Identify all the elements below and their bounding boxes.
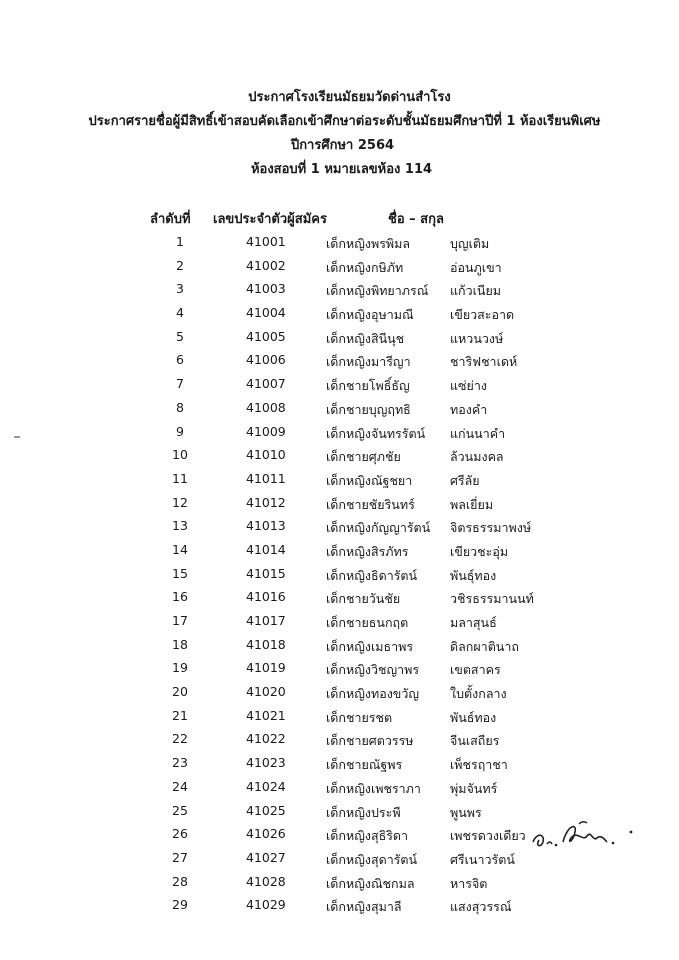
- signature: [527, 812, 637, 856]
- column-header-index: ลำดับที่: [150, 212, 191, 227]
- row-index: 13: [172, 518, 188, 534]
- row-applicant-id: 41013: [246, 518, 286, 534]
- scan-mark: [14, 436, 20, 438]
- row-last-name: จิตรธรรมาพงษ์: [450, 520, 532, 536]
- row-applicant-id: 41004: [246, 305, 286, 321]
- row-index: 19: [172, 660, 188, 676]
- table-row: [0, 637, 679, 661]
- table-row: [0, 613, 679, 637]
- table-row: [0, 447, 679, 471]
- row-first-name: เด็กชายชัยรินทร์: [326, 496, 415, 512]
- row-index: 27: [172, 849, 188, 865]
- row-first-name: เด็กหญิงพิทยาภรณ์: [326, 283, 429, 299]
- row-index: 20: [172, 684, 188, 700]
- row-last-name: พลเยี่ยม: [450, 496, 494, 512]
- table-row: [0, 495, 679, 519]
- row-index: 11: [172, 470, 188, 486]
- row-applicant-id: 41006: [246, 352, 286, 368]
- row-first-name: เด็กหญิงจันทรรัตน์: [326, 425, 426, 441]
- row-applicant-id: 41026: [246, 826, 286, 842]
- row-last-name: ศรีเนาวรัตน์: [450, 851, 515, 867]
- row-index: 24: [172, 778, 188, 794]
- row-applicant-id: 41007: [246, 376, 286, 392]
- row-applicant-id: 41028: [246, 873, 286, 889]
- row-first-name: เด็กหญิงสุมาลี: [326, 899, 402, 915]
- row-applicant-id: 41011: [246, 470, 286, 486]
- academic-year: ปีการศึกษา 2564: [290, 138, 395, 153]
- row-first-name: เด็กหญิงณัฐชยา: [326, 472, 413, 488]
- row-index: 3: [176, 281, 184, 297]
- school-title: ประกาศโรงเรียนมัธยมวัดด่านสำโรง: [248, 90, 451, 105]
- row-last-name: ศรีลัย: [450, 472, 480, 488]
- row-applicant-id: 41019: [246, 660, 286, 676]
- row-last-name: พันธุ์ทอง: [450, 567, 497, 583]
- table-row: [0, 731, 679, 755]
- row-first-name: เด็กหญิงสินีนุช: [326, 330, 405, 346]
- row-index: 16: [172, 589, 188, 605]
- table-row: [0, 281, 679, 305]
- table-row: [0, 234, 679, 258]
- row-last-name: ดิลกผาตินาถ: [450, 638, 519, 654]
- row-first-name: เด็กหญิงกษิภัท: [326, 259, 404, 275]
- row-first-name: เด็กหญิงเมธาพร: [326, 638, 414, 654]
- table-row: [0, 589, 679, 613]
- column-header-name: ชื่อ – สกุล: [388, 212, 444, 227]
- exam-room: ห้องสอบที่ 1 หมายเลขห้อง 114: [250, 162, 433, 177]
- row-applicant-id: 41024: [246, 778, 286, 794]
- row-first-name: เด็กชายศตวรรษ: [326, 733, 414, 749]
- row-last-name: หารจิต: [450, 875, 488, 891]
- row-first-name: เด็กชายบุญฤทธิ: [326, 401, 411, 417]
- row-applicant-id: 41009: [246, 423, 286, 439]
- row-first-name: เด็กหญิงสุธิริดา: [326, 828, 409, 844]
- row-applicant-id: 41018: [246, 636, 286, 652]
- row-index: 25: [172, 802, 188, 818]
- table-row: [0, 755, 679, 779]
- row-last-name: แสงสุวรรณ์: [450, 899, 512, 915]
- row-last-name: ชาริฟชาเดห์: [450, 354, 518, 370]
- row-index: 23: [172, 755, 188, 771]
- row-last-name: เพชรดวงเดียว: [450, 828, 526, 844]
- row-applicant-id: 41010: [246, 447, 286, 463]
- row-first-name: เด็กชายธนกฤต: [326, 615, 409, 630]
- row-first-name: เด็กชายศุภชัย: [326, 449, 401, 465]
- row-index: 15: [172, 565, 188, 581]
- row-index: 8: [176, 399, 184, 415]
- document-header: [0, 86, 679, 182]
- row-applicant-id: 41008: [246, 399, 286, 415]
- row-applicant-id: 41021: [246, 707, 286, 723]
- row-first-name: เด็กหญิงวิชญาพร: [326, 662, 420, 678]
- row-last-name: เขียวชะอุ่ม: [450, 543, 509, 559]
- row-applicant-id: 41027: [246, 849, 286, 865]
- table-row: [0, 708, 679, 732]
- row-last-name: มลาสุนธ์: [450, 615, 497, 630]
- row-index: 6: [176, 352, 184, 368]
- row-index: 28: [172, 873, 188, 889]
- row-last-name: บุญเติม: [450, 236, 490, 251]
- row-last-name: แก้วเนียม: [450, 283, 502, 299]
- row-last-name: พันธ์ทอง: [450, 709, 497, 725]
- table-row: [0, 329, 679, 353]
- row-last-name: ใบตั้งกลาง: [450, 686, 507, 702]
- table-row: [0, 424, 679, 448]
- row-last-name: แซ่ย่าง: [450, 378, 487, 394]
- table-row: [0, 897, 679, 921]
- row-index: 2: [176, 257, 184, 273]
- row-index: 9: [176, 423, 184, 439]
- row-applicant-id: 41020: [246, 684, 286, 700]
- row-applicant-id: 41023: [246, 755, 286, 771]
- row-applicant-id: 41014: [246, 541, 286, 557]
- row-index: 12: [172, 494, 188, 510]
- row-first-name: เด็กหญิงสิรภัทร: [326, 543, 409, 559]
- row-first-name: เด็กหญิงกัญญารัตน์: [326, 520, 431, 536]
- row-last-name: วชิรธรรมานนท์: [450, 591, 534, 607]
- row-first-name: เด็กหญิงประพี: [326, 804, 401, 820]
- row-index: 17: [172, 613, 188, 628]
- row-index: 14: [172, 541, 188, 557]
- row-last-name: ทองคำ: [450, 401, 488, 417]
- row-index: 7: [176, 376, 184, 392]
- table-row: [0, 779, 679, 803]
- row-first-name: เด็กชายรชต: [326, 709, 393, 725]
- row-index: 29: [172, 897, 188, 913]
- table-row: [0, 471, 679, 495]
- row-index: 21: [172, 707, 188, 723]
- table-row: [0, 542, 679, 566]
- row-applicant-id: 41001: [246, 234, 286, 249]
- row-last-name: แก่นนาคำ: [450, 425, 506, 441]
- row-index: 1: [176, 234, 184, 249]
- row-first-name: เด็กหญิงพรพิมล: [326, 236, 411, 251]
- row-first-name: เด็กหญิงมารีญา: [326, 354, 411, 370]
- announcement-title: ประกาศรายชื่อผู้มีสิทธิ์เข้าสอบคัดเลือกเข้าศึกษาต่อระดับชั้นมัธยมศึกษาปีที่ 1 ห้องเรียนพิเศษ: [88, 114, 601, 129]
- row-index: 26: [172, 826, 188, 842]
- row-index: 22: [172, 731, 188, 747]
- row-applicant-id: 41015: [246, 565, 286, 581]
- row-applicant-id: 41016: [246, 589, 286, 605]
- row-applicant-id: 41029: [246, 897, 286, 913]
- row-applicant-id: 41017: [246, 613, 286, 628]
- row-first-name: เด็กชายโพธิ์ธัญ: [326, 378, 410, 394]
- row-last-name: จีนเสถียร: [450, 733, 500, 749]
- row-applicant-id: 41025: [246, 802, 286, 818]
- row-index: 5: [176, 328, 184, 344]
- row-first-name: เด็กหญิงทองขวัญ: [326, 686, 420, 702]
- table-row: [0, 376, 679, 400]
- row-applicant-id: 41022: [246, 731, 286, 747]
- row-index: 4: [176, 305, 184, 321]
- table-row: [0, 660, 679, 684]
- row-last-name: เพ็ชรฤาชา: [450, 757, 508, 773]
- row-first-name: เด็กหญิงณิชกมล: [326, 875, 415, 891]
- row-last-name: แหวนวงษ์: [450, 330, 504, 346]
- row-first-name: เด็กหญิงสุดารัตน์: [326, 851, 418, 867]
- row-first-name: เด็กหญิงอุษามณี: [326, 307, 414, 323]
- table-row: [0, 305, 679, 329]
- row-last-name: เขตสาคร: [450, 662, 501, 678]
- row-first-name: เด็กหญิงธิดารัตน์: [326, 567, 418, 583]
- row-applicant-id: 41002: [246, 257, 286, 273]
- row-index: 18: [172, 636, 188, 652]
- table-row: [0, 352, 679, 376]
- row-applicant-id: 41005: [246, 328, 286, 344]
- row-first-name: เด็กชายวันชัย: [326, 591, 401, 607]
- row-last-name: เขียวสะอาด: [450, 307, 515, 323]
- row-applicant-id: 41003: [246, 281, 286, 297]
- column-header-applicant-id: เลขประจำตัวผู้สมัคร: [213, 212, 327, 227]
- table-row: [0, 566, 679, 590]
- table-row: [0, 518, 679, 542]
- table-row: [0, 258, 679, 282]
- row-applicant-id: 41012: [246, 494, 286, 510]
- row-first-name: เด็กหญิงเพชราภา: [326, 780, 421, 796]
- row-first-name: เด็กชายณัฐพร: [326, 757, 403, 773]
- row-index: 10: [172, 447, 188, 463]
- row-last-name: อ่อนภูเขา: [450, 259, 502, 275]
- row-last-name: ล้วนมงคล: [450, 449, 504, 465]
- table-row: [0, 400, 679, 424]
- table-row: [0, 684, 679, 708]
- row-last-name: พุ่มจันทร์: [450, 780, 498, 796]
- row-last-name: พูนพร: [450, 804, 482, 820]
- table-row: [0, 874, 679, 898]
